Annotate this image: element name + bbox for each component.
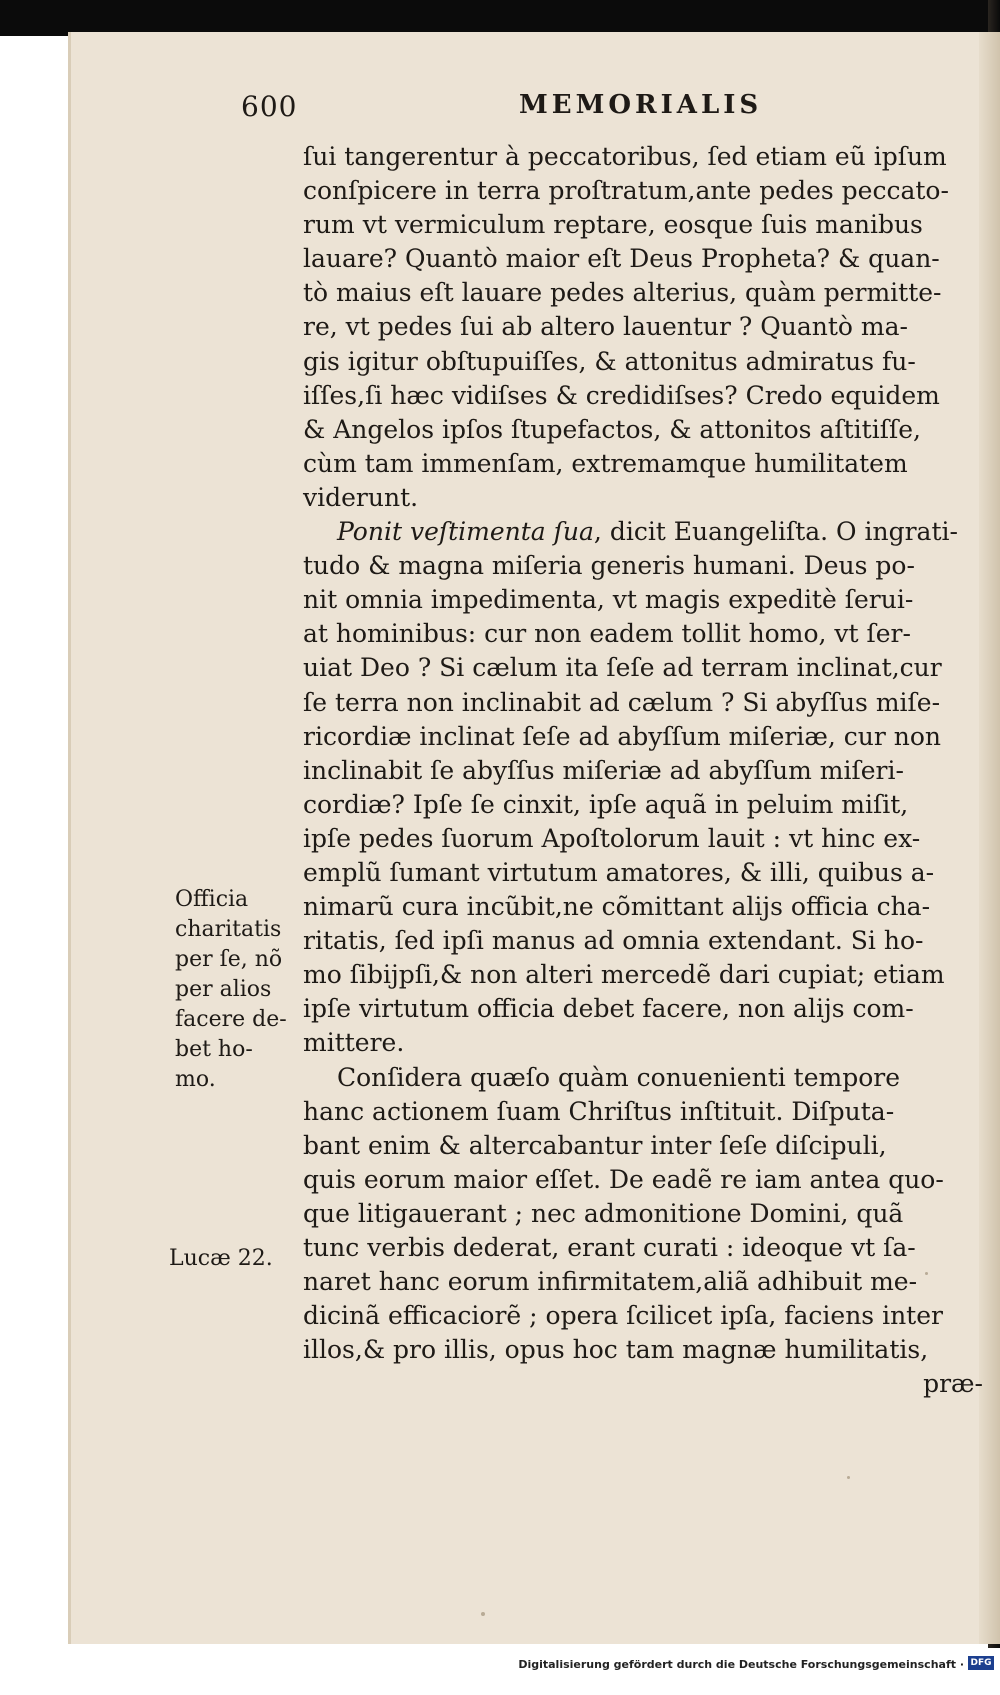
text-line: dicinã efficaciorẽ ; opera ſcilicet ipſa, faciens inter — [303, 1301, 943, 1331]
running-title: MEMORIALIS — [519, 90, 763, 120]
margin-note-line: facere de- — [175, 1007, 287, 1032]
text-line: que litigauerant ; nec admonitione Domini, quã — [303, 1198, 904, 1228]
text-line: inclinabit ſe abyſſus miſeriæ ad abyſſum miſeri- — [303, 755, 904, 785]
text-line: quis eorum maior eſſet. De eadẽ re iam antea quo- — [303, 1164, 944, 1194]
quoted-phrase: Ponit veſtimenta ſua — [337, 517, 594, 547]
text-line: ſui tangerentur à peccatoribus, ſed etiam eũ ipſum — [303, 142, 947, 171]
text-line: iſſes,ſi hæc vidiſses & credidiſses? Credo equidem — [303, 380, 940, 410]
text-line: re, vt pedes ſui ab altero lauentur ? Quantò ma- — [303, 312, 908, 342]
text-line: ipſe virtutum officia debet facere, non alijs com- — [303, 994, 914, 1024]
text-line: illos,& pro illis, opus hoc tam magnæ humilitatis, — [303, 1335, 929, 1365]
margin-note-line: mo. — [175, 1067, 216, 1092]
paper-speck — [847, 1476, 850, 1479]
text-line: at hominibus: cur non eadem tollit homo, vt ſer- — [303, 619, 911, 649]
text-line: Conſidera quæſo quàm conuenienti tempore — [337, 1062, 901, 1092]
text-line: gis igitur obſtupuiſſes, & attonitus admiratus fu- — [303, 346, 916, 376]
text-line: mo ſibijpſi,& non alteri mercedẽ dari cupiat; etiam — [303, 960, 945, 990]
text-line: & Angelos ipſos ſtupefactos, & attonitos aſtitiſſe, — [303, 414, 921, 444]
text-line: bant enim & altercabantur inter ſeſe diſcipuli, — [303, 1130, 887, 1160]
text-line: nimarũ cura incũbit,ne cõmittant alijs officia cha- — [303, 892, 931, 922]
scan-border-top — [0, 0, 1000, 36]
text-line: conſpicere in terra proſtratum,ante pedes peccato- — [303, 176, 949, 206]
text-line: ricordiæ inclinat ſeſe ad abyſſum miſeriæ, cur non — [303, 721, 942, 751]
text-line: ipſe pedes ſuorum Apoſtolorum lauit : vt hinc ex- — [303, 823, 921, 853]
text-line: naret hanc eorum infirmitatem,aliã adhibuit me- — [303, 1267, 918, 1297]
paper-speck — [925, 1272, 928, 1275]
margin-note-line: Lucæ 22. — [169, 1246, 273, 1271]
text-line: cordiæ? Ipſe ſe cinxit, ipſe aquã in peluim miſit, — [303, 789, 909, 819]
body-text — [303, 140, 983, 1401]
margin-note-line: per alios — [175, 977, 272, 1002]
text-line: Ponit veſtimenta ſua, dicit Euangeliſta. O ingrati- — [337, 517, 958, 547]
text-line: emplũ ſumant virtutum amatores, & illi, quibus a- — [303, 857, 935, 887]
paper-speck — [481, 1612, 485, 1616]
margin-note-luke — [169, 1244, 273, 1274]
text-line: rum vt vermiculum reptare, eosque ſuis manibus — [303, 210, 923, 240]
text-line: nit omnia impedimenta, vt magis expeditè ſerui- — [303, 585, 914, 615]
margin-note-line: Officia — [175, 887, 249, 912]
page-header — [71, 90, 1000, 130]
margin-note-officia — [175, 885, 287, 1095]
text-line: tudo & magna miſeria generis humani. Deus po- — [303, 551, 915, 581]
text-line: cùm tam immenſam, extremamque humilitatem — [303, 448, 908, 478]
margin-note-line: per ſe, nõ — [175, 947, 283, 972]
catchword: præ- — [923, 1369, 983, 1399]
margin-note-line: bet ho- — [175, 1037, 253, 1062]
text-line: uiat Deo ? Si cælum ita ſeſe ad terram inclinat,cur — [303, 653, 942, 683]
book-page — [68, 32, 1000, 1644]
funding-credit: Digitalisierung gefördert durch die Deutsche Forschungsgemeinschaft · — [518, 1658, 964, 1671]
page-number: 600 — [241, 90, 298, 123]
text-line: tunc verbis dederat, erant curati : ideoque vt ſa- — [303, 1233, 916, 1262]
digitization-footer — [0, 1648, 1000, 1695]
text-line: ritatis, ſed ipſi manus ad omnia extendant. Si ho- — [303, 926, 924, 956]
text-line: ſe terra non inclinabit ad cælum ? Si abyſſus miſe- — [303, 687, 941, 717]
text-line: viderunt. — [303, 482, 419, 512]
text-line: hanc actionem ſuam Chriſtus inſtituit. Diſputa- — [303, 1096, 895, 1126]
margin-note-line: charitatis — [175, 917, 282, 942]
text-line: lauare? Quantò maior eſt Deus Propheta? & quan- — [303, 244, 940, 274]
dfg-logo: DFG — [968, 1656, 994, 1670]
text-line: mittere. — [303, 1028, 405, 1058]
text-line: tò maius eſt lauare pedes alterius, quàm permitte- — [303, 278, 942, 308]
